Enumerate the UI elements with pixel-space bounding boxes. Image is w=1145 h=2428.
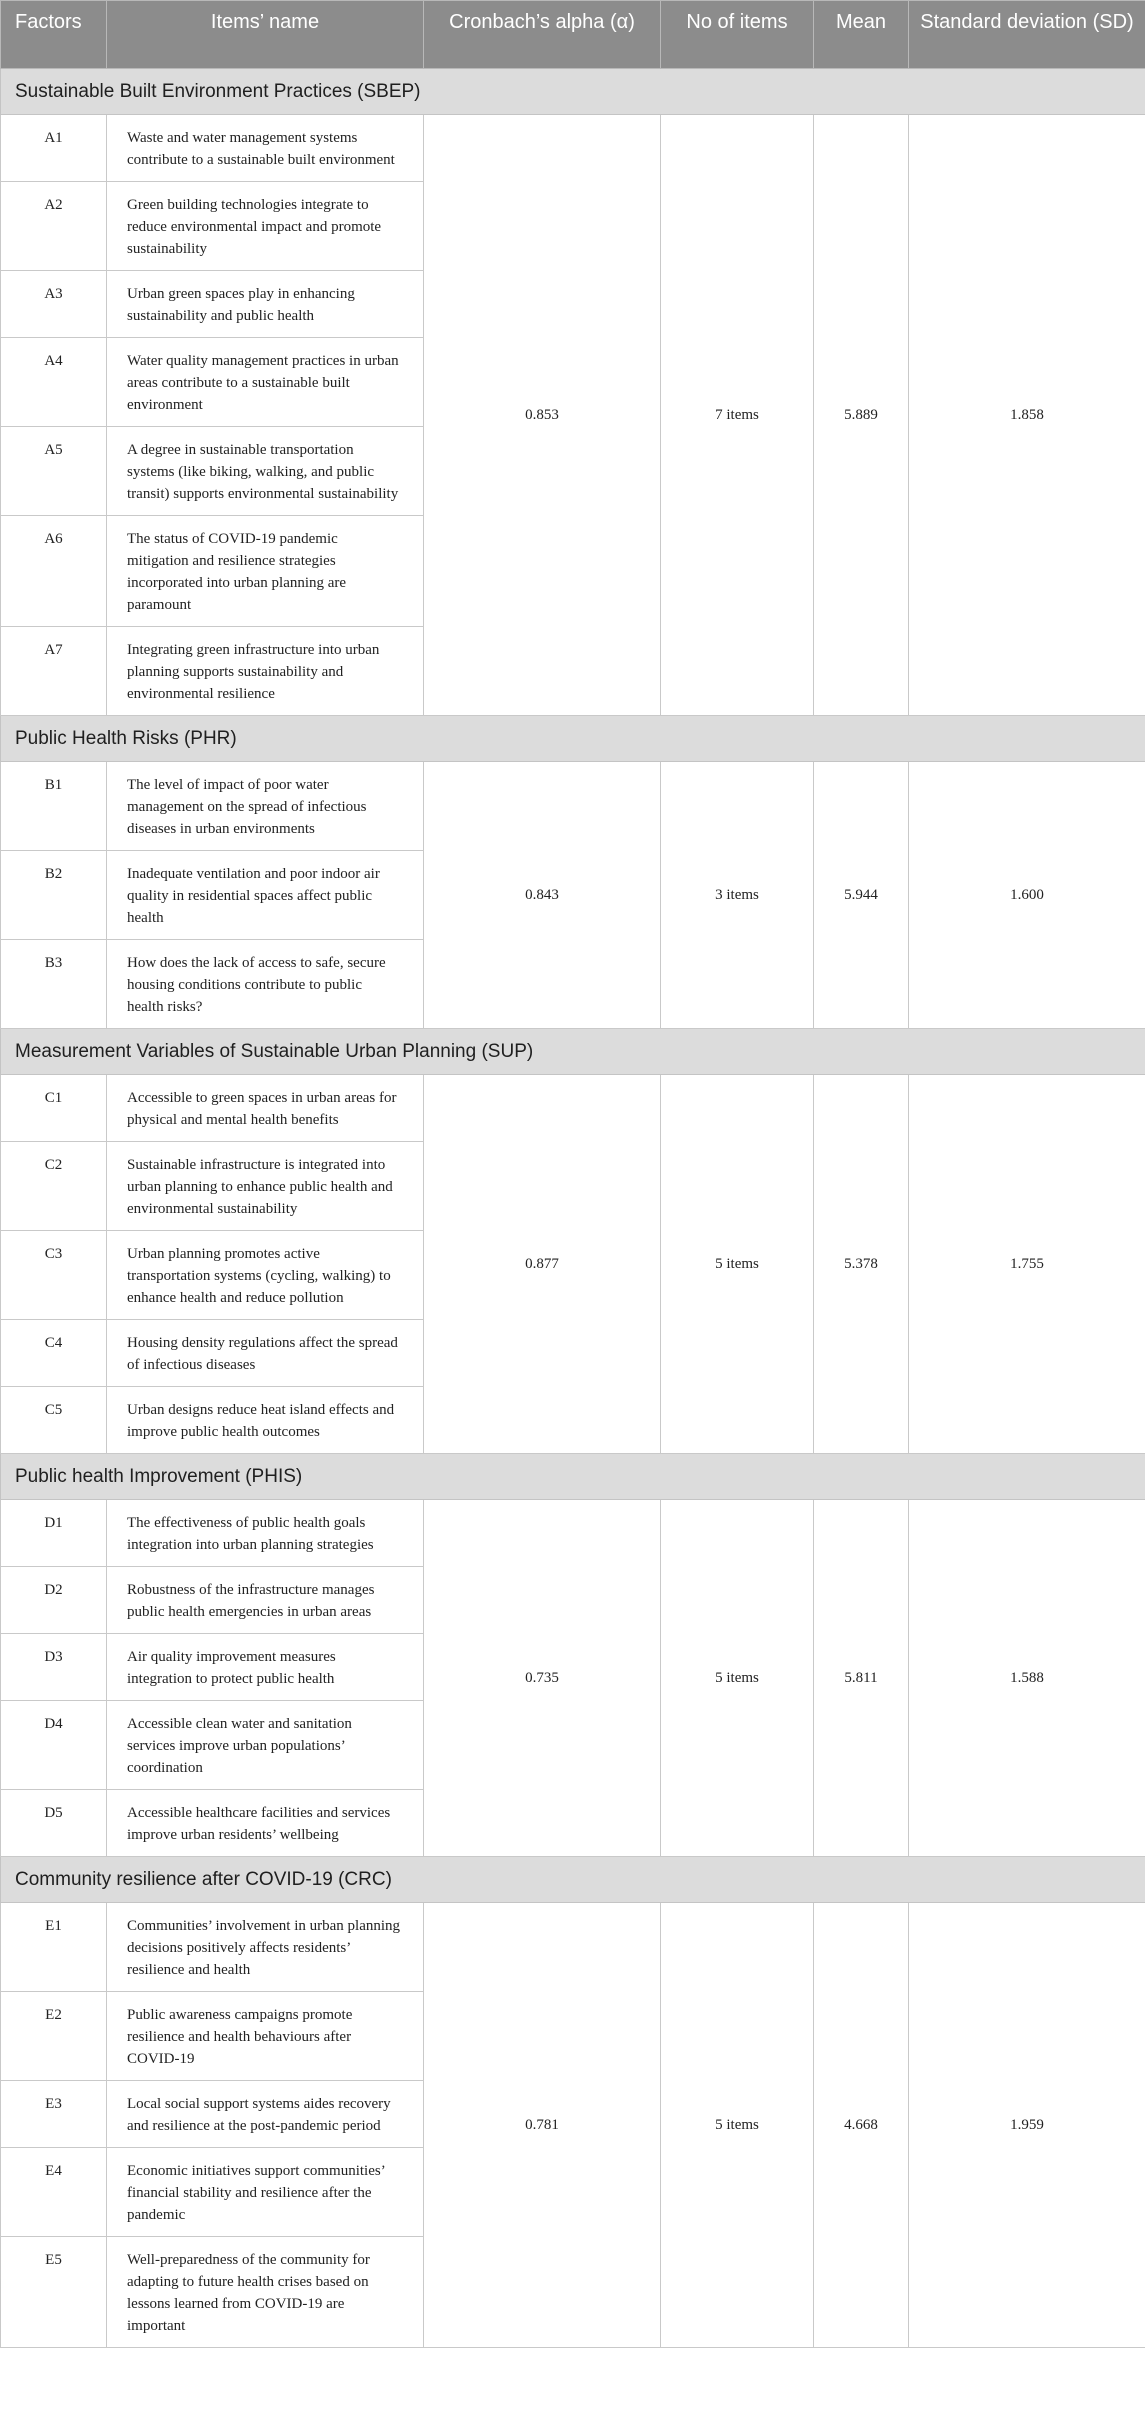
- item-description: Accessible healthcare facilities and services improve urban residents’ wellbeing: [107, 1790, 424, 1857]
- cronbach-alpha-value: 0.735: [424, 1500, 661, 1857]
- mean-value: 5.378: [814, 1075, 909, 1454]
- item-description: Green building technologies integrate to reduce environmental impact and promote sustainability: [107, 182, 424, 271]
- item-code: A1: [1, 115, 107, 182]
- item-code: E5: [1, 2237, 107, 2348]
- item-code: A7: [1, 627, 107, 716]
- header-cronbach-alpha: Cronbach’s alpha (α): [424, 1, 661, 69]
- mean-value: 5.944: [814, 762, 909, 1029]
- standard-deviation-value: 1.858: [909, 115, 1145, 716]
- item-code: A6: [1, 516, 107, 627]
- item-description: Housing density regulations affect the spread of infectious diseases: [107, 1320, 424, 1387]
- item-description: Well-preparedness of the community for adapting to future health crises based on lessons learned from COVID-19 are important: [107, 2237, 424, 2348]
- item-code: A4: [1, 338, 107, 427]
- item-description: Communities’ involvement in urban planning decisions positively affects residents’ resilience and health: [107, 1903, 424, 1992]
- item-description: How does the lack of access to safe, secure housing conditions contribute to public health risks?: [107, 940, 424, 1029]
- header-factors: Factors: [1, 1, 107, 69]
- item-count-value: 5 items: [661, 1500, 814, 1857]
- item-count-value: 7 items: [661, 115, 814, 716]
- item-description: Waste and water management systems contribute to a sustainable built environment: [107, 115, 424, 182]
- item-code: B2: [1, 851, 107, 940]
- factor-group-row: [1, 69, 1145, 115]
- item-description: The effectiveness of public health goals integration into urban planning strategies: [107, 1500, 424, 1567]
- item-description: Accessible clean water and sanitation services improve urban populations’ coordination: [107, 1701, 424, 1790]
- table-header: [1, 1, 1145, 69]
- item-code: A3: [1, 271, 107, 338]
- header-no-of-items: No of items: [661, 1, 814, 69]
- item-description: Sustainable infrastructure is integrated into urban planning to enhance public health and environmental sustainability: [107, 1142, 424, 1231]
- item-description: Robustness of the infrastructure manages public health emergencies in urban areas: [107, 1567, 424, 1634]
- item-code: E2: [1, 1992, 107, 2081]
- item-code: E3: [1, 2081, 107, 2148]
- table-row: [1, 1500, 1145, 1567]
- factor-group-row: [1, 1454, 1145, 1500]
- table-row: [1, 115, 1145, 182]
- standard-deviation-value: 1.755: [909, 1075, 1145, 1454]
- item-count-value: 5 items: [661, 1903, 814, 2348]
- item-code: C3: [1, 1231, 107, 1320]
- item-description: Public awareness campaigns promote resilience and health behaviours after COVID-19: [107, 1992, 424, 2081]
- item-code: D4: [1, 1701, 107, 1790]
- item-description: Air quality improvement measures integration to protect public health: [107, 1634, 424, 1701]
- header-row: [1, 1, 1145, 69]
- item-code: D2: [1, 1567, 107, 1634]
- table-row: [1, 1903, 1145, 1992]
- cronbach-alpha-value: 0.843: [424, 762, 661, 1029]
- standard-deviation-value: 1.588: [909, 1500, 1145, 1857]
- factor-group-title: Community resilience after COVID-19 (CRC): [1, 1857, 1145, 1903]
- item-description: Urban planning promotes active transportation systems (cycling, walking) to enhance health and reduce pollution: [107, 1231, 424, 1320]
- factor-group-row: [1, 1029, 1145, 1075]
- item-code: D5: [1, 1790, 107, 1857]
- item-description: Inadequate ventilation and poor indoor air quality in residential spaces affect public health: [107, 851, 424, 940]
- factor-group-title: Measurement Variables of Sustainable Urban Planning (SUP): [1, 1029, 1145, 1075]
- item-code: C2: [1, 1142, 107, 1231]
- cronbach-alpha-value: 0.877: [424, 1075, 661, 1454]
- item-code: C1: [1, 1075, 107, 1142]
- item-code: E1: [1, 1903, 107, 1992]
- standard-deviation-value: 1.600: [909, 762, 1145, 1029]
- factor-group-row: [1, 716, 1145, 762]
- factor-group-title: Public Health Risks (PHR): [1, 716, 1145, 762]
- table-body: [1, 69, 1145, 2348]
- item-description: Economic initiatives support communities’ financial stability and resilience after the pandemic: [107, 2148, 424, 2237]
- item-code: B3: [1, 940, 107, 1029]
- item-code: C5: [1, 1387, 107, 1454]
- item-description: The status of COVID-19 pandemic mitigation and resilience strategies incorporated into urban planning are paramount: [107, 516, 424, 627]
- header-standard-deviation: Standard deviation (SD): [909, 1, 1145, 69]
- standard-deviation-value: 1.959: [909, 1903, 1145, 2348]
- item-code: C4: [1, 1320, 107, 1387]
- item-description: Local social support systems aides recovery and resilience at the post-pandemic period: [107, 2081, 424, 2148]
- item-count-value: 5 items: [661, 1075, 814, 1454]
- header-items-name: Items’ name: [107, 1, 424, 69]
- item-description: The level of impact of poor water management on the spread of infectious diseases in urban environments: [107, 762, 424, 851]
- item-code: E4: [1, 2148, 107, 2237]
- header-mean: Mean: [814, 1, 909, 69]
- item-description: Urban designs reduce heat island effects and improve public health outcomes: [107, 1387, 424, 1454]
- item-code: D3: [1, 1634, 107, 1701]
- mean-value: 5.811: [814, 1500, 909, 1857]
- mean-value: 5.889: [814, 115, 909, 716]
- item-description: A degree in sustainable transportation systems (like biking, walking, and public transit) supports environmental sustainability: [107, 427, 424, 516]
- factor-group-title: Sustainable Built Environment Practices (SBEP): [1, 69, 1145, 115]
- table-row: [1, 762, 1145, 851]
- item-description: Accessible to green spaces in urban areas for physical and mental health benefits: [107, 1075, 424, 1142]
- cronbach-alpha-value: 0.853: [424, 115, 661, 716]
- item-description: Water quality management practices in urban areas contribute to a sustainable built environment: [107, 338, 424, 427]
- factor-group-title: Public health Improvement (PHIS): [1, 1454, 1145, 1500]
- table-row: [1, 1075, 1145, 1142]
- cronbach-alpha-value: 0.781: [424, 1903, 661, 2348]
- item-code: A5: [1, 427, 107, 516]
- item-description: Urban green spaces play in enhancing sustainability and public health: [107, 271, 424, 338]
- item-code: B1: [1, 762, 107, 851]
- mean-value: 4.668: [814, 1903, 909, 2348]
- item-code: D1: [1, 1500, 107, 1567]
- item-description: Integrating green infrastructure into urban planning supports sustainability and environmental resilience: [107, 627, 424, 716]
- item-code: A2: [1, 182, 107, 271]
- item-count-value: 3 items: [661, 762, 814, 1029]
- factor-group-row: [1, 1857, 1145, 1903]
